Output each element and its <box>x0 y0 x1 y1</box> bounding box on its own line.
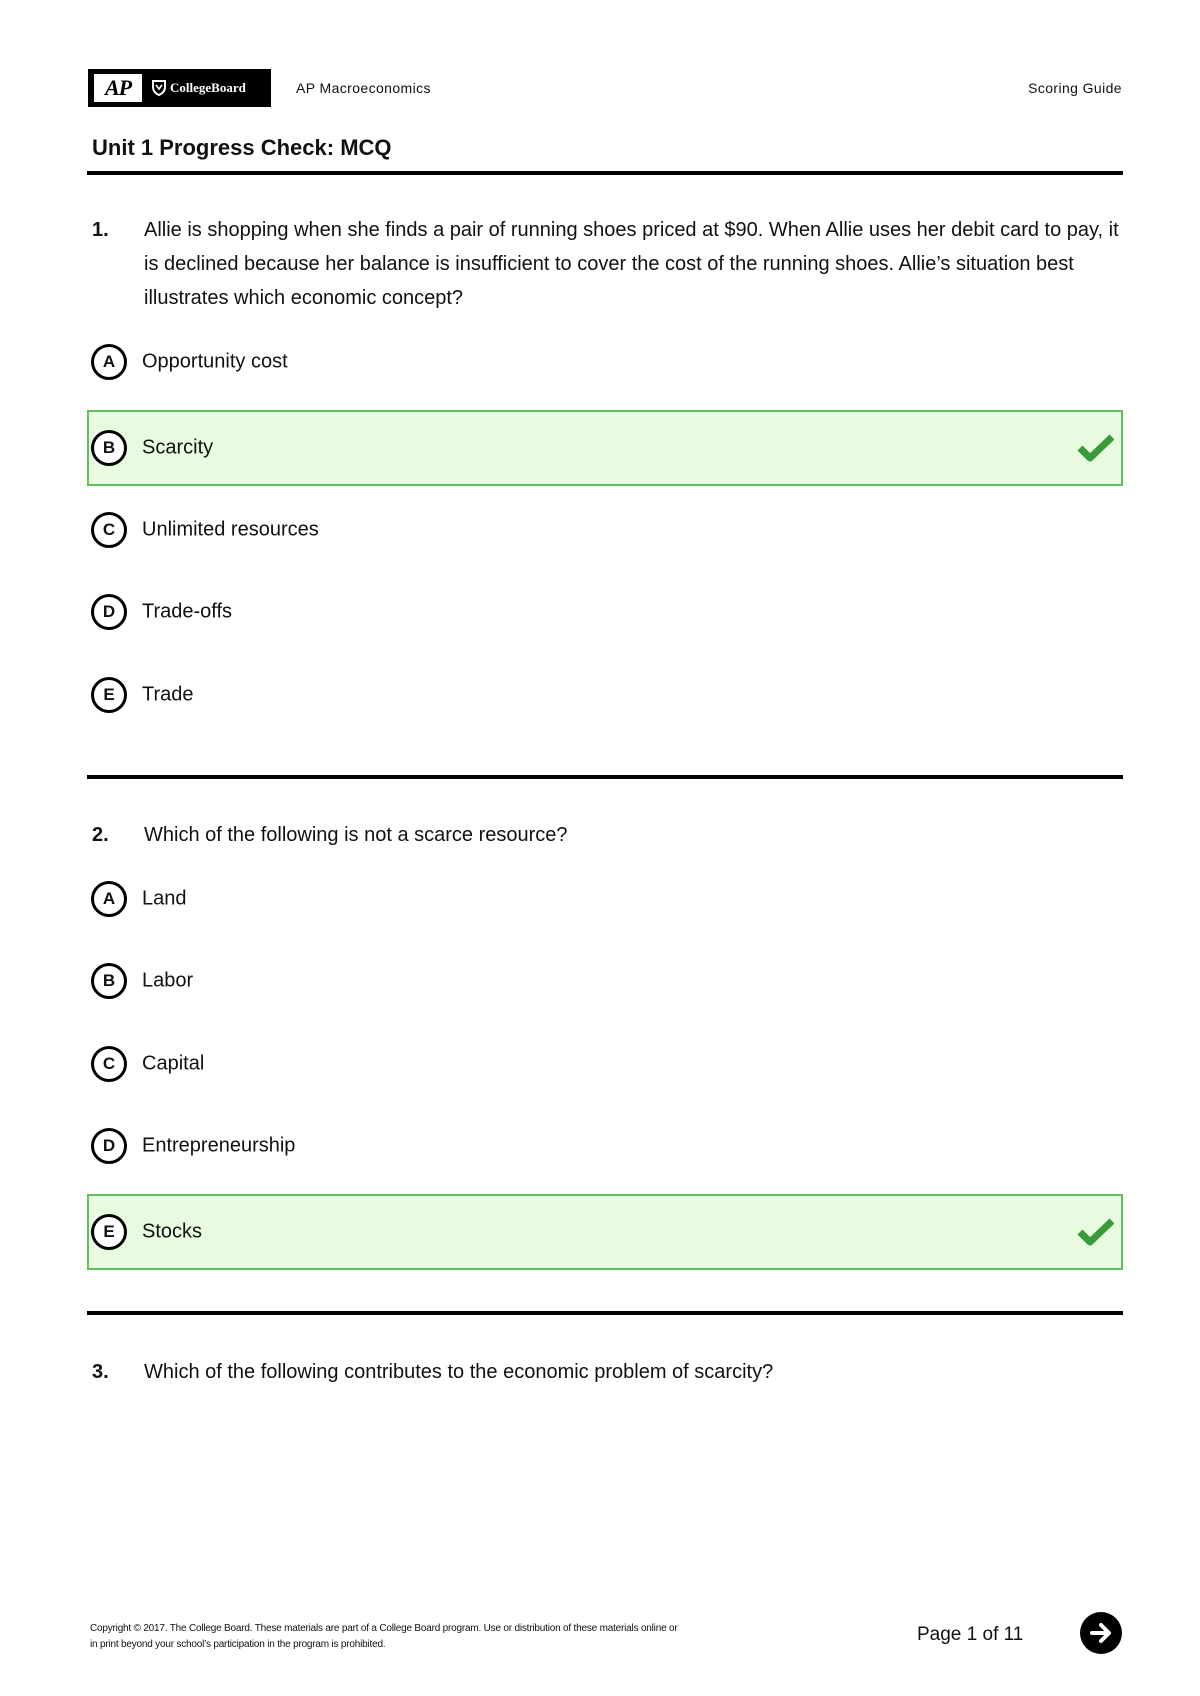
option-letter-circle: C <box>91 1046 127 1082</box>
question-1-option-a[interactable] <box>87 324 1123 400</box>
question-2-option-e[interactable] <box>87 1194 1123 1270</box>
option-letter-circle: D <box>91 1128 127 1164</box>
option-letter-circle: B <box>91 430 127 466</box>
option-letter-circle: E <box>91 1214 127 1250</box>
option-label: Scarcity <box>142 436 214 459</box>
copyright-line-2: in print beyond your school’s participation in the program is prohibited. <box>90 1639 386 1650</box>
question-2-option-b[interactable] <box>87 943 1123 1019</box>
question-3-number: 3. <box>92 1361 109 1383</box>
question-2-text: Which of the following is not a scarce resource? <box>144 824 568 846</box>
option-label: Capital <box>142 1052 205 1075</box>
option-letter-circle: E <box>91 677 127 713</box>
question-1-option-b[interactable] <box>87 410 1123 486</box>
ap-logo-mark: AP <box>94 74 142 102</box>
college-board-text: CollegeBoard <box>170 80 246 95</box>
option-letter-circle: C <box>91 512 127 548</box>
college-board-ap-logo <box>88 69 271 107</box>
page-number: Page 1 of 11 <box>917 1624 1024 1645</box>
option-label: Opportunity cost <box>142 350 288 373</box>
checkmark-icon <box>1077 433 1115 463</box>
shield-icon <box>152 80 166 96</box>
question-1-option-e[interactable] <box>87 657 1123 733</box>
option-label: Entrepreneurship <box>142 1134 296 1157</box>
copyright-notice <box>90 1621 770 1653</box>
option-label: Stocks <box>142 1220 203 1243</box>
question-1-number: 1. <box>92 219 109 241</box>
doc-type-label: Scoring Guide <box>1028 80 1122 96</box>
question-1-option-c[interactable] <box>87 492 1123 568</box>
college-board-wordmark <box>152 80 246 96</box>
option-label: Trade <box>142 683 194 706</box>
question-2-option-c[interactable] <box>87 1026 1123 1102</box>
option-label: Trade-offs <box>142 600 233 623</box>
question-divider <box>87 1311 1123 1315</box>
question-2-option-d[interactable] <box>87 1108 1123 1184</box>
title-divider <box>87 171 1123 175</box>
page-title: Unit 1 Progress Check: MCQ <box>92 135 392 160</box>
option-label: Unlimited resources <box>142 518 319 541</box>
question-1-option-d[interactable] <box>87 574 1123 650</box>
option-label: Land <box>142 887 187 910</box>
copyright-line-1: Copyright © 2017. The College Board. These materials are part of a College Board program. Use or distribution of these materials online or <box>90 1623 678 1634</box>
question-2-number: 2. <box>92 824 109 846</box>
subject-label: AP Macroeconomics <box>296 80 431 96</box>
arrow-right-icon <box>1087 1619 1115 1647</box>
option-letter-circle: A <box>91 881 127 917</box>
option-letter-circle: B <box>91 963 127 999</box>
question-3-text: Which of the following contributes to the economic problem of scarcity? <box>144 1361 774 1383</box>
question-1-text: Allie is shopping when she finds a pair of running shoes priced at $90. When Allie uses her debit card to pay, it is declined because her balance is insufficient to cover the cost of the running shoes. Allie’s situation best illustrates which economic concept? <box>144 219 1119 309</box>
option-label: Labor <box>142 969 194 992</box>
option-letter-circle: A <box>91 344 127 380</box>
question-2-option-a[interactable] <box>87 861 1123 937</box>
checkmark-icon <box>1077 1217 1115 1247</box>
question-divider <box>87 775 1123 779</box>
option-letter-circle: D <box>91 594 127 630</box>
next-page-button[interactable] <box>1080 1612 1122 1654</box>
